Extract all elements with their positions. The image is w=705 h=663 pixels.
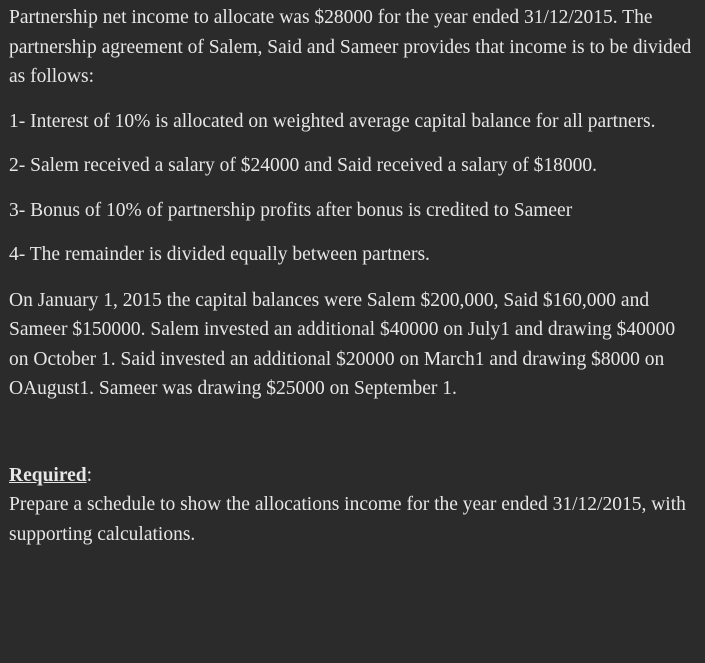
capital-balances-paragraph: On January 1, 2015 the capital balances were Salem $200,000, Said $160,000 and Sameer $150000. Salem invested an additional $40000 on July1 and drawing $40000 on October 1. Said invested an additional $20000 on March1 and drawing $8000 on OAugust1. Sameer was drawing $25000 on September 1. xyxy=(9,289,676,399)
allocation-item-remainder: 4- The remainder is divided equally between partners. xyxy=(9,244,430,265)
required-heading xyxy=(9,461,697,491)
required-colon: : xyxy=(86,464,93,486)
intro-paragraph: Partnership net income to allocate was $28000 for the year ended 31/12/2015. The partnership agreement of Salem, Said and Sameer provides that income is to be divided as follows: xyxy=(9,7,692,87)
allocation-item-bonus: 3- Bonus of 10% of partnership profits after bonus is credited to Sameer xyxy=(9,199,573,221)
allocation-item-salary: 2- Salem received a salary of $24000 and Said received a salary of $18000. xyxy=(9,155,598,176)
required-label: Required xyxy=(9,464,87,486)
task-paragraph: Prepare a schedule to show the allocations income for the year ended 31/12/2015, with supporting calculations. xyxy=(9,494,686,545)
allocation-item-interest: 1- Interest of 10% is allocated on weighted average capital balance for all partners. xyxy=(9,110,656,132)
